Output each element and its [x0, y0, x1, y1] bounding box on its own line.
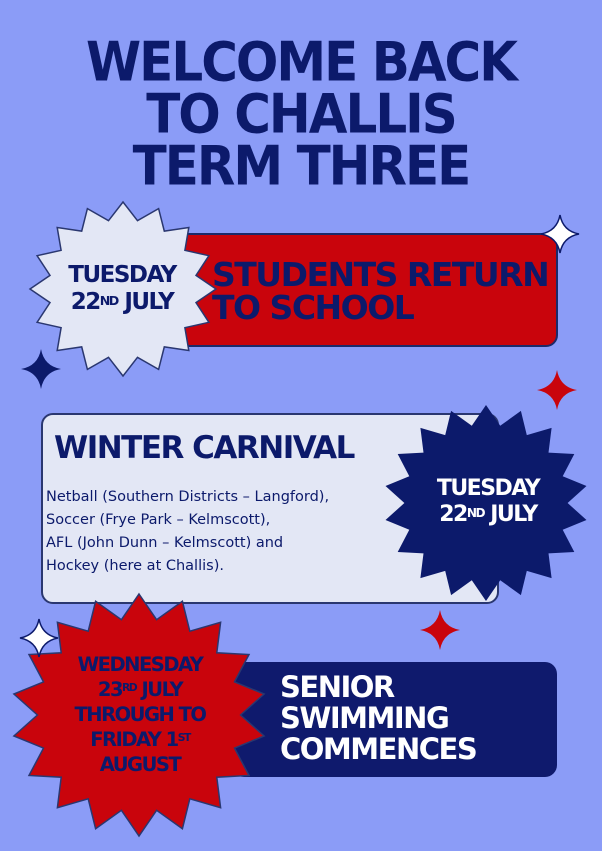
- senior-swimming-text: [280, 672, 550, 765]
- sparkle-red-small-icon: [419, 609, 461, 651]
- date-month: JULY: [141, 678, 183, 701]
- date-num: 22: [439, 502, 467, 527]
- winter-carnival-title: WINTER CARNIVAL: [54, 430, 354, 466]
- carnival-detail-3: AFL (John Dunn – Kelmscott) and: [46, 535, 284, 551]
- date-line-3: THROUGH TO: [74, 703, 206, 726]
- sparkle-navy-icon: [20, 348, 62, 390]
- sparkle-red-icon: [536, 369, 578, 411]
- date-suffix: RD: [122, 681, 137, 694]
- date-suffix: ND: [99, 293, 118, 308]
- title-line-2: TO CHALLIS: [146, 82, 456, 146]
- students-return-line-1: STUDENTS RETURN: [212, 255, 549, 294]
- date-line-1: WEDNESDAY: [77, 653, 203, 676]
- sparkle-white-small-icon: [19, 618, 59, 658]
- carnival-detail-1: Netball (Southern Districts – Langford),: [46, 489, 330, 505]
- date-month: JULY: [490, 502, 537, 527]
- date-line-2: [40, 677, 240, 702]
- swimming-line-1: SENIOR: [280, 670, 394, 704]
- date-line-5: AUGUST: [99, 753, 181, 776]
- date-line-4-text: FRIDAY 1: [90, 728, 178, 751]
- poster-title: [0, 30, 602, 198]
- carnival-detail-2: Soccer (Frye Park – Kelmscott),: [46, 512, 271, 528]
- students-return-text: [212, 255, 562, 327]
- winter-carnival-date: [406, 476, 570, 528]
- date-day: TUESDAY: [68, 262, 176, 288]
- title-line-3: TERM THREE: [132, 134, 470, 198]
- sparkle-white-icon: [540, 214, 580, 254]
- date-line: [36, 289, 208, 316]
- date-num: 23: [97, 678, 123, 701]
- swimming-line-2: SWIMMING: [280, 701, 449, 735]
- title-line-1: WELCOME BACK: [86, 30, 516, 94]
- date-num: 22: [70, 289, 100, 315]
- winter-carnival-details: [46, 486, 396, 578]
- students-return-date: [36, 262, 208, 316]
- senior-swimming-date: [40, 652, 240, 777]
- swimming-line-3: COMMENCES: [280, 732, 477, 766]
- date-line-4: [40, 727, 240, 752]
- carnival-detail-4: Hockey (here at Challis).: [46, 558, 224, 574]
- date-suffix: ND: [466, 506, 485, 520]
- date-day: TUESDAY: [436, 476, 540, 501]
- date-month: JULY: [124, 289, 174, 315]
- date-line: [406, 502, 570, 528]
- date-line-4-suffix: ST: [177, 731, 190, 744]
- students-return-line-2: TO SCHOOL: [212, 288, 414, 327]
